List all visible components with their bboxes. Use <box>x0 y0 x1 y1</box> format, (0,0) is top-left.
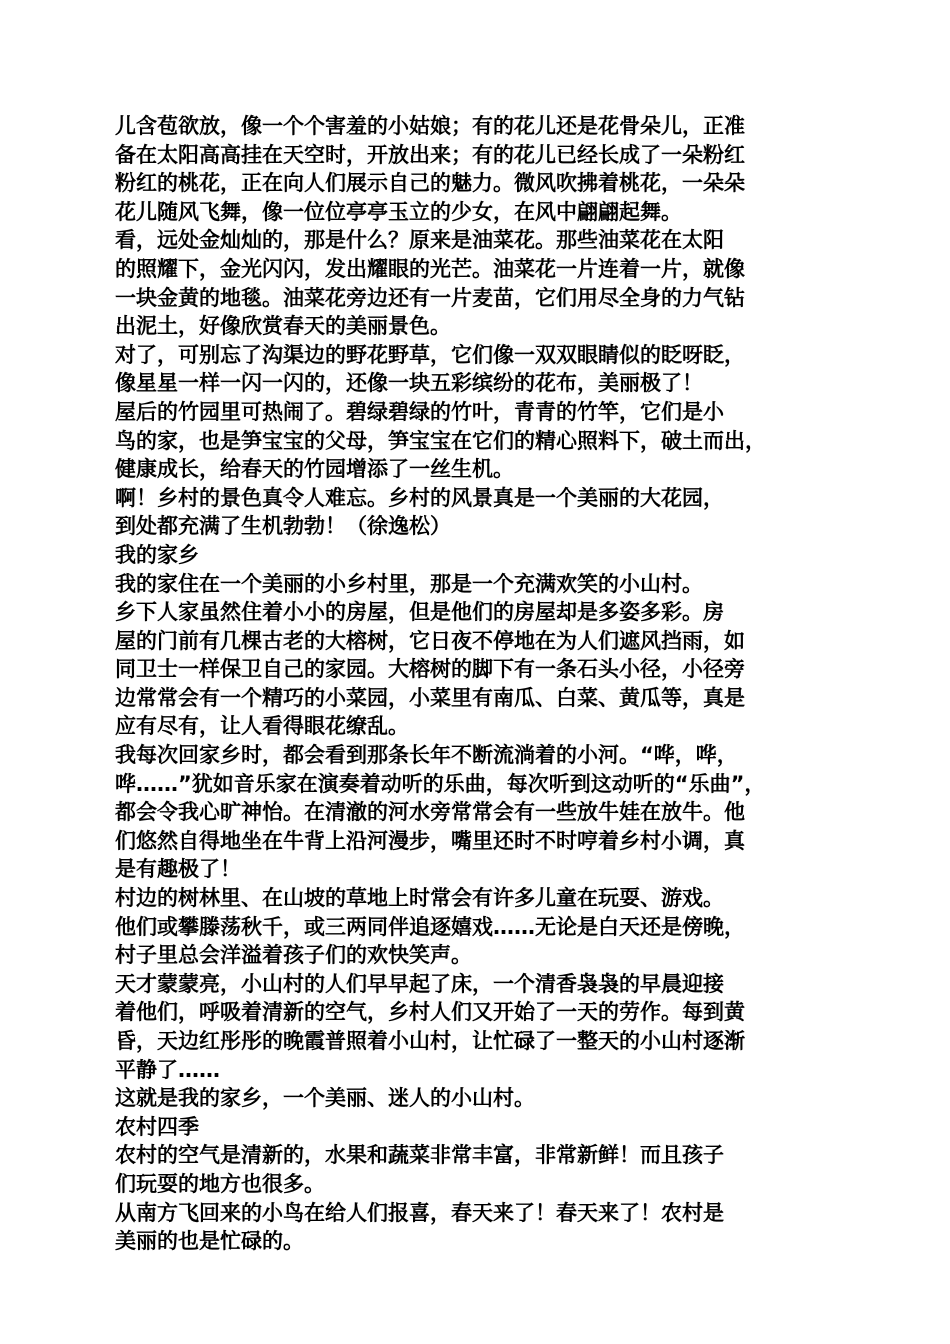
text-line: 们悠然自得地坐在牛背上沿河漫步，嘴里还时不时哼着乡村小调，真 <box>115 828 745 853</box>
section-title: 农村四季 <box>115 1114 199 1139</box>
text-line: 都会令我心旷神怡。在清澈的河水旁常常会有一些放牛娃在放牛。他 <box>115 800 745 825</box>
text-line: 哗……”犹如音乐家在演奏着动听的乐曲，每次听到这动听的“乐曲”， <box>115 771 766 796</box>
text-line: 花儿随风飞舞，像一位位亭亭玉立的少女，在风中翩翩起舞。 <box>115 199 682 224</box>
text-line: 屋的门前有几棵古老的大榕树，它日夜不停地在为人们遮风挡雨，如 <box>115 628 745 653</box>
text-line: 出泥土，好像欣赏春天的美丽景色。 <box>115 314 451 339</box>
text-line: 我每次回家乡时，都会看到那条长年不断流淌着的小河。“哗，哗， <box>115 743 738 768</box>
text-line: 看，远处金灿灿的，那是什么？原来是油菜花。那些油菜花在太阳 <box>115 228 724 253</box>
text-line: 屋后的竹园里可热闹了。碧绿碧绿的竹叶，青青的竹竿，它们是小 <box>115 399 724 424</box>
text-line: 同卫士一样保卫自己的家园。大榕树的脚下有一条石头小径，小径旁 <box>115 657 745 682</box>
text-line: 像星星一样一闪一闪的，还像一块五彩缤纷的花布，美丽极了！ <box>115 371 703 396</box>
section-title: 我的家乡 <box>115 542 199 567</box>
text-line: 我的家住在一个美丽的小乡村里，那是一个充满欢笑的小山村。 <box>115 571 703 596</box>
text-line: 鸟的家，也是笋宝宝的父母，笋宝宝在它们的精心照料下，破土而出， <box>115 428 766 453</box>
text-line: 健康成长，给春天的竹园增添了一丝生机。 <box>115 457 514 482</box>
text-line: 的照耀下，金光闪闪，发出耀眼的光芒。油菜花一片连着一片，就像 <box>115 256 745 281</box>
text-line: 儿含苞欲放，像一个个害羞的小姑娘；有的花儿还是花骨朵儿，正准 <box>115 114 745 138</box>
text-line: 着他们，呼吸着清新的空气，乡村人们又开始了一天的劳作。每到黄 <box>115 1000 745 1025</box>
text-line: 一块金黄的地毯。油菜花旁边还有一片麦苗，它们用尽全身的力气钻 <box>115 285 745 310</box>
text-line: 备在太阳高高挂在天空时，开放出来；有的花儿已经长成了一朵粉红 <box>115 142 745 167</box>
text-line: 农村的空气是清新的，水果和蔬菜非常丰富，非常新鲜！而且孩子 <box>115 1143 724 1168</box>
text-line: 从南方飞回来的小鸟在给人们报喜，春天来了！春天来了！农村是 <box>115 1200 724 1225</box>
text-line: 村边的树林里、在山坡的草地上时常会有许多儿童在玩耍、游戏。 <box>115 886 724 911</box>
text-line: 这就是我的家乡，一个美丽、迷人的小山村。 <box>115 1086 535 1111</box>
text-line: 昏，天边红彤彤的晚霞普照着小山村，让忙碌了一整天的小山村逐渐 <box>115 1029 745 1053</box>
document-body-text <box>115 112 845 1256</box>
text-line: 村子里总会洋溢着孩子们的欢快笑声。 <box>115 943 472 968</box>
text-line: 对了，可别忘了沟渠边的野花野草，它们像一双双眼睛似的眨呀眨， <box>115 342 745 367</box>
text-line: 是有趣极了！ <box>115 857 241 882</box>
text-line: 美丽的也是忙碌的。 <box>115 1229 304 1254</box>
text-line: 边常常会有一个精巧的小菜园，小菜里有南瓜、白菜、黄瓜等，真是 <box>115 685 745 710</box>
text-line: 应有尽有，让人看得眼花缭乱。 <box>115 714 409 739</box>
text-line: 到处都充满了生机勃勃！（徐逸松） <box>115 514 451 539</box>
text-line: 他们或攀滕荡秋千，或三两同伴追逐嬉戏……无论是白天还是傍晚， <box>115 914 745 939</box>
text-line: 粉红的桃花，正在向人们展示自己的魅力。微风吹拂着桃花，一朵朵 <box>115 171 745 196</box>
text-line: 们玩耍的地方也很多。 <box>115 1171 325 1196</box>
text-line: 乡下人家虽然住着小小的房屋，但是他们的房屋却是多姿多彩。房 <box>115 600 724 625</box>
text-line: 天才蒙蒙亮，小山村的人们早早起了床，一个清香袅袅的早晨迎接 <box>115 971 724 996</box>
text-line: 平静了…… <box>115 1057 220 1082</box>
text-line: 啊！乡村的景色真令人难忘。乡村的风景真是一个美丽的大花园， <box>115 485 724 510</box>
